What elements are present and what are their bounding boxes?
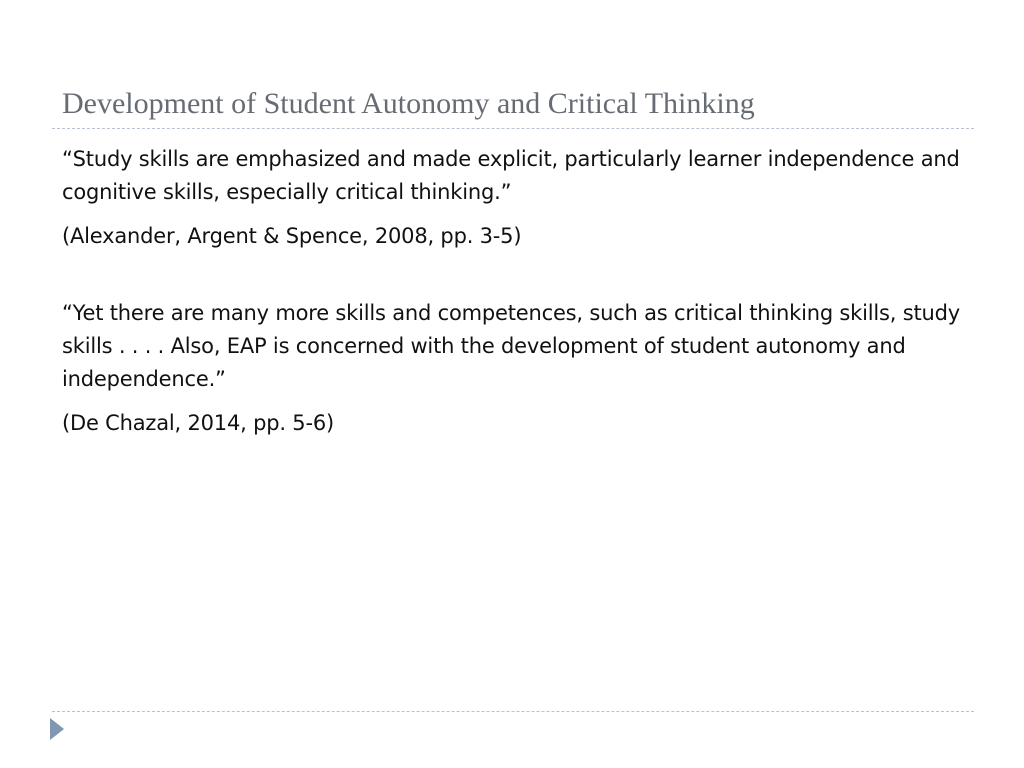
play-triangle-icon[interactable] [50,718,64,740]
quote-text: “Study skills are emphasized and made explicit, particularly learner independence and cognitive skills, especially critical thinking.” [62,147,960,204]
quote-text: “Yet there are many more skills and competences, such as critical thinking skills, study skills . . . . Also, EAP is concerned with the development of student autonomy and independence.” [62,301,960,391]
quote-citation: (Alexander, Argent & Spence, 2008, pp. 3-5) [62,224,522,248]
footer-divider [52,711,974,712]
slide-title: Development of Student Autonomy and Critical Thinking [62,87,755,120]
slide-body [62,143,972,440]
quote-citation: (De Chazal, 2014, pp. 5-6) [62,411,334,435]
title-divider [52,128,974,129]
